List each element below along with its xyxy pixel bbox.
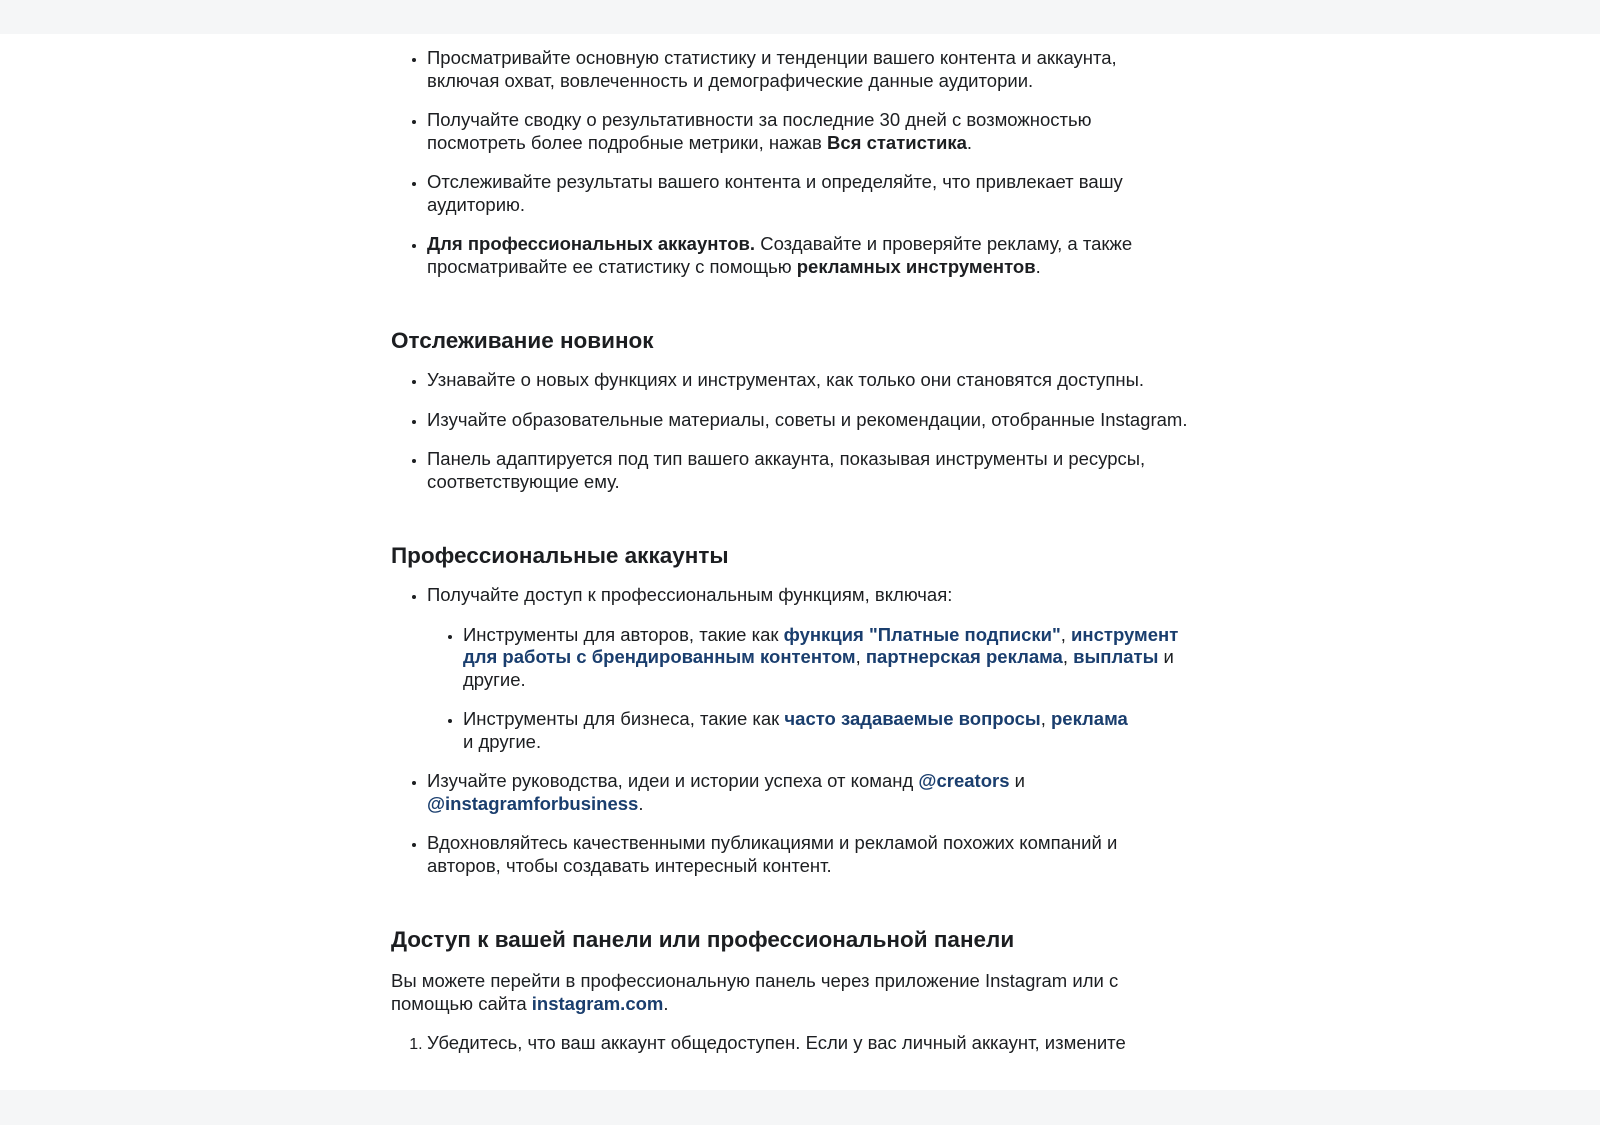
partner-ads-link[interactable]: партнерская реклама <box>865 646 1063 667</box>
instagramforbusiness-account-link[interactable]: @instagramforbusiness <box>427 792 639 814</box>
list-item: • Инструменты для бизнеса, такие как часто задаваемые вопросы, реклама и другие. <box>463 708 1191 753</box>
intro-list <box>391 47 1191 278</box>
list-item: • Получайте доступ к профессиональным функциям, включая: • Инструменты для авторов, такие как функция "Платные подписки", инструмент для работы с брендированным контентом, партнерская реклама, выплаты и другие. • Инструменты для бизнеса, такие как часто задаваемые вопросы, реклама и другие. <box>427 584 1191 753</box>
all-statistics-label: Вся статистика <box>826 131 967 153</box>
paid-subscriptions-link[interactable]: функция "Платные подписки" <box>783 623 1061 645</box>
list-item: • Панель адаптируется под тип вашего аккаунта, показывая инструменты и ресурсы, соответствующие ему. <box>427 448 1191 493</box>
payouts-link[interactable]: выплаты <box>1073 646 1159 667</box>
section-heading-access: Доступ к вашей панели или профессиональной панели <box>391 927 1015 952</box>
list-item: • Для профессиональных аккаунтов. Создавайте и проверяйте рекламу, а также просматривайте ее статистику с помощью рекламных инструментов. <box>427 233 1191 278</box>
list-item: • Изучайте образовательные материалы, советы и рекомендации, отобранные Instagram. <box>427 409 1191 432</box>
faq-link[interactable]: часто задаваемые вопросы <box>784 708 1041 729</box>
list-item: • Получайте сводку о результативности за последние 30 дней с возможностью посмотреть более подробные метрики, нажав Вся статистика. <box>427 109 1191 154</box>
list-item: 1. Убедитесь, что ваш аккаунт общедоступен. Если у вас личный аккаунт, измените <box>427 1032 1191 1055</box>
list-item: • Узнавайте о новых функциях и инструментах, как только они становятся доступны. <box>427 369 1191 392</box>
branded-content-link[interactable]: инструмент для работы с брендированным контентом <box>463 623 1179 667</box>
creators-account-link[interactable]: @creators <box>918 770 1010 791</box>
section-heading-pro-accounts: Профессиональные аккаунты <box>391 543 729 568</box>
list-item: • Отслеживайте результаты вашего контента и определяйте, что привлекает вашу аудиторию. <box>427 171 1191 216</box>
ad-tools-label: рекламных инструментов <box>796 255 1036 277</box>
access-paragraph: Вы можете перейти в профессиональную панель через приложение Instagram или с помощью сайта instagram.com. <box>391 970 1119 1014</box>
list-item: • Инструменты для авторов, такие как функция "Платные подписки", инструмент для работы с брендированным контентом, партнерская реклама, выплаты и другие. <box>463 624 1191 692</box>
ads-link[interactable]: реклама <box>1050 708 1128 729</box>
bottom-band <box>0 1090 1600 1125</box>
steps-list <box>391 1032 1191 1055</box>
instagram-site-link[interactable]: instagram.com <box>531 992 664 1014</box>
list-item: • Вдохновляйтесь качественными публикациями и рекламой похожих компаний и авторов, чтобы создавать интересный контент. <box>427 832 1191 877</box>
pro-list <box>391 584 1191 877</box>
article-content <box>391 47 1191 1090</box>
top-band <box>0 0 1600 34</box>
updates-list <box>391 369 1191 493</box>
section-heading-updates: Отслеживание новинок <box>391 328 654 353</box>
list-item: • Просматривайте основную статистику и тенденции вашего контента и аккаунта, включая охват, вовлеченность и демографические данные аудитории. <box>427 47 1191 92</box>
list-item: • Изучайте руководства, идеи и истории успеха от команд @creators и @instagramforbusiness. <box>427 770 1191 815</box>
pro-sublist <box>427 624 1191 754</box>
pro-accounts-lead: Для профессиональных аккаунтов. <box>427 233 756 254</box>
